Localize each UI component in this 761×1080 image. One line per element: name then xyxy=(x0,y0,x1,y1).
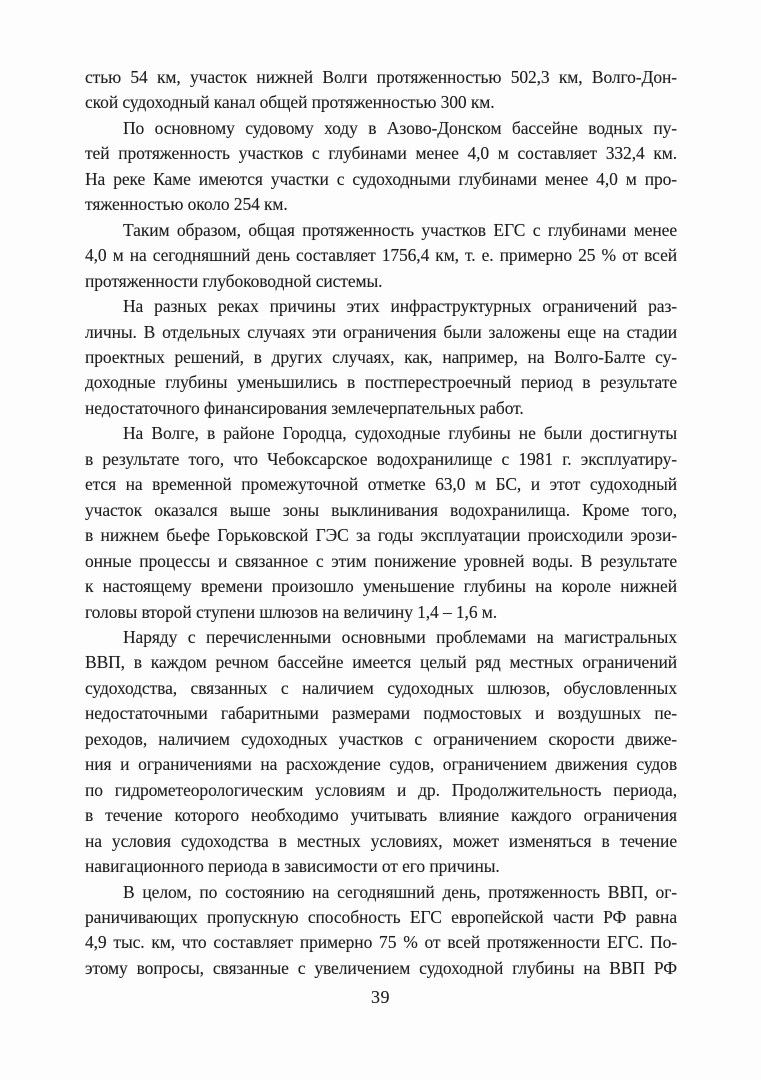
text-line: по гидрометеорологическим условиям и др. Продолжительность периода, xyxy=(85,779,677,800)
text-line: тей протяженность участков с глубинами менее 4,0 м составляет 332,4 км. xyxy=(85,143,677,164)
paragraph xyxy=(85,880,677,982)
text-line: ской судоходный канал общей протяженностью 300 км. xyxy=(85,92,495,113)
text-line: недостаточного финансирования землечерпательных работ. xyxy=(85,397,524,418)
text-line: этому вопросы, связанные с увеличением судоходной глубины на ВВП РФ xyxy=(85,957,677,978)
text-line: раничивающих пропускную способность ЕГС европейской части РФ равна xyxy=(85,906,677,927)
page-number: 39 xyxy=(371,987,390,1007)
text-line: в течение которого необходимо учитывать влияние каждого ограничения xyxy=(85,805,677,826)
text-line: головы второй ступени шлюзов на величину 1,4 – 1,6 м. xyxy=(85,601,497,622)
paragraph xyxy=(85,116,677,218)
paragraph xyxy=(85,625,677,880)
page-body-text xyxy=(85,65,677,981)
paragraph xyxy=(85,65,677,116)
text-line: доходные глубины уменьшились в постперестроечный период в результате xyxy=(85,372,677,393)
text-line: ВВП, в каждом речном бассейне имеется целый ряд местных ограничений xyxy=(85,652,677,673)
text-line: Таким образом, общая протяженность участков ЕГС с глубинами менее xyxy=(123,219,677,240)
text-line: ния и ограничениями на расхождение судов, ограничением движения судов xyxy=(85,754,677,775)
text-line: к настоящему времени произошло уменьшение глубины на короле нижней xyxy=(85,576,677,597)
text-line: ется на временной промежуточной отметке 63,0 м БС, и этот судоходный xyxy=(85,474,677,495)
paragraph xyxy=(85,421,677,625)
text-line: онные процессы и связанное с этим понижение уровней воды. В результате xyxy=(85,550,677,571)
text-line: На Волге, в районе Городца, судоходные глубины не были достигнуты xyxy=(123,423,677,444)
text-line: недостаточными габаритными размерами подмостовых и воздушных пе- xyxy=(85,703,677,724)
text-line: 4,9 тыс. км, что составляет примерно 75 % от всей протяженности ЕГС. По- xyxy=(85,932,677,953)
text-line: Наряду с перечисленными основными проблемами на магистральных xyxy=(123,626,677,647)
paragraph xyxy=(85,294,677,421)
text-line: личны. В отдельных случаях эти ограничения были заложены еще на стадии xyxy=(85,321,677,342)
text-line: На разных реках причины этих инфраструктурных ограничений раз- xyxy=(123,296,677,317)
paragraph xyxy=(85,218,677,294)
text-line: участок оказался выше зоны выклинивания водохранилища. Кроме того, xyxy=(85,499,677,520)
text-line: навигационного периода в зависимости от его причины. xyxy=(85,856,500,877)
text-line: судоходства, связанных с наличием судоходных шлюзов, обусловленных xyxy=(85,677,677,698)
text-line: На реке Каме имеются участки с судоходными глубинами менее 4,0 м про- xyxy=(85,168,677,189)
text-line: реходов, наличием судоходных участков с ограничением скорости движе- xyxy=(85,728,677,749)
text-line: По основному судовому ходу в Азово-Донском бассейне водных пу- xyxy=(123,117,677,138)
text-line: на условия судоходства в местных условиях, может изменяться в течение xyxy=(85,830,677,851)
text-line: протяженности глубоководной системы. xyxy=(85,270,383,291)
text-line: в результате того, что Чебоксарское водохранилище с 1981 г. эксплуатиру- xyxy=(85,448,677,469)
text-line: В целом, по состоянию на сегодняшний день, протяженность ВВП, ог- xyxy=(123,881,677,902)
text-line: в нижнем бьефе Горьковской ГЭС за годы эксплуатации происходили эрози- xyxy=(85,525,677,546)
text-line: стью 54 км, участок нижней Волги протяженностью 502,3 км, Волго-Дон- xyxy=(85,67,677,87)
text-line: тяженностью около 254 км. xyxy=(85,194,288,215)
text-line: проектных решений, в других случаях, как, например, на Волго-Балте су- xyxy=(85,346,677,367)
text-line: 4,0 м на сегодняшний день составляет 1756,4 км, т. е. примерно 25 % от всей xyxy=(85,245,677,266)
